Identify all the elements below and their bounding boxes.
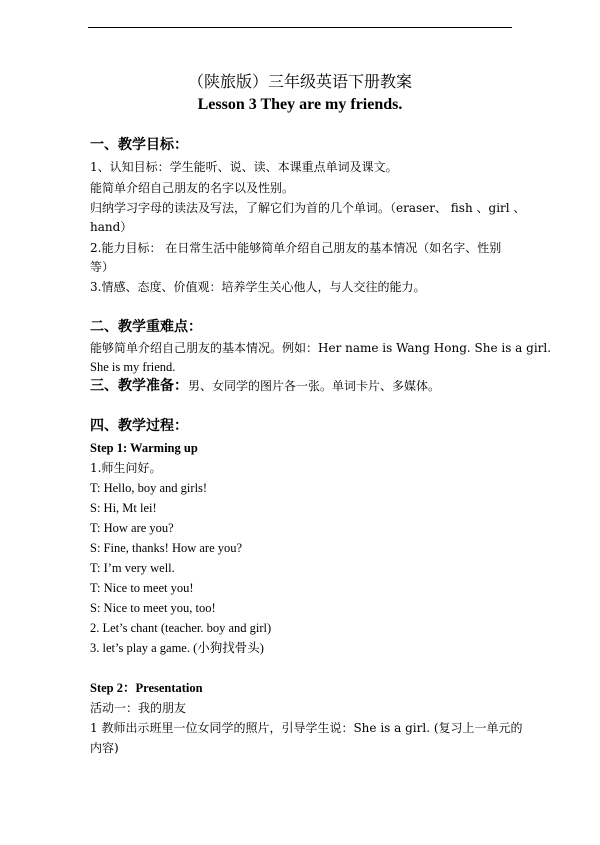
objectives-line: 能简单介绍自己朋友的名字以及性别。 (90, 181, 295, 195)
objectives-line: 1、认知目标：学生能听、说、读、本课重点单词及课文。 (90, 160, 398, 174)
objectives-line: 归纳学习字母的读法及写法，了解它们为首的几个单词。（eraser、 fish 、girl 、 (90, 201, 526, 215)
preparation-line (90, 378, 520, 394)
step1-line: T: Nice to meet you! (90, 581, 194, 595)
step1-line: S: Fine, thanks! How are you? (90, 541, 243, 555)
step1-line: S: Hi, Mt lei! (90, 501, 157, 515)
header-rule (88, 27, 512, 28)
step2-title: Step 2：Presentation (90, 681, 203, 695)
step1-line: T: I’m very well. (90, 561, 175, 575)
step1-line: T: Hello, boy and girls! (90, 481, 208, 495)
section-heading-objectives: 一、教学目标： (90, 137, 188, 153)
section-heading-preparation: 三、教学准备： (90, 378, 188, 394)
step2-line: 1 教师出示班里一位女同学的照片，引导学生说：She is a girl. (复习上一单元的 (90, 721, 523, 735)
step1-line: S: Nice to meet you, too! (90, 601, 216, 615)
document-title-chinese: （陕旅版）三年级英语下册教案 (187, 72, 412, 91)
step1-line: T: How are you? (90, 521, 174, 535)
key-points-line: She is my friend. (90, 360, 176, 374)
step1-line: 2. Let’s chant (teacher. boy and girl) (90, 621, 272, 635)
section-heading-key-points: 二、教学重难点： (90, 319, 202, 335)
step1-title: Step 1: Warming up (90, 441, 198, 455)
preparation-text: 男、女同学的图片各一张。单词卡片、多媒体。 (188, 379, 441, 393)
section-heading-process: 四、教学过程： (90, 418, 188, 434)
step1-line: 3. let’s play a game. (小狗找骨头) (90, 641, 264, 655)
step2-line: 活动一：我的朋友 (90, 701, 187, 715)
objectives-line: 3.情感、态度、价值观：培养学生关心他人，与人交往的能力。 (90, 280, 426, 294)
key-points-line: 能够简单介绍自己朋友的基本情况。例如：Her name is Wang Hong. She is a girl. (90, 341, 552, 355)
objectives-line: hand） (90, 220, 133, 234)
step2-line: 内容) (90, 741, 119, 755)
step1-line: 1.师生问好。 (90, 461, 162, 475)
objectives-line: 等） (90, 260, 115, 274)
document-title-english: Lesson 3 They are my friends. (197, 96, 403, 113)
objectives-line: 2.能力目标： 在日常生活中能够简单介绍自己朋友的基本情况（如名字、性别 (90, 241, 502, 255)
